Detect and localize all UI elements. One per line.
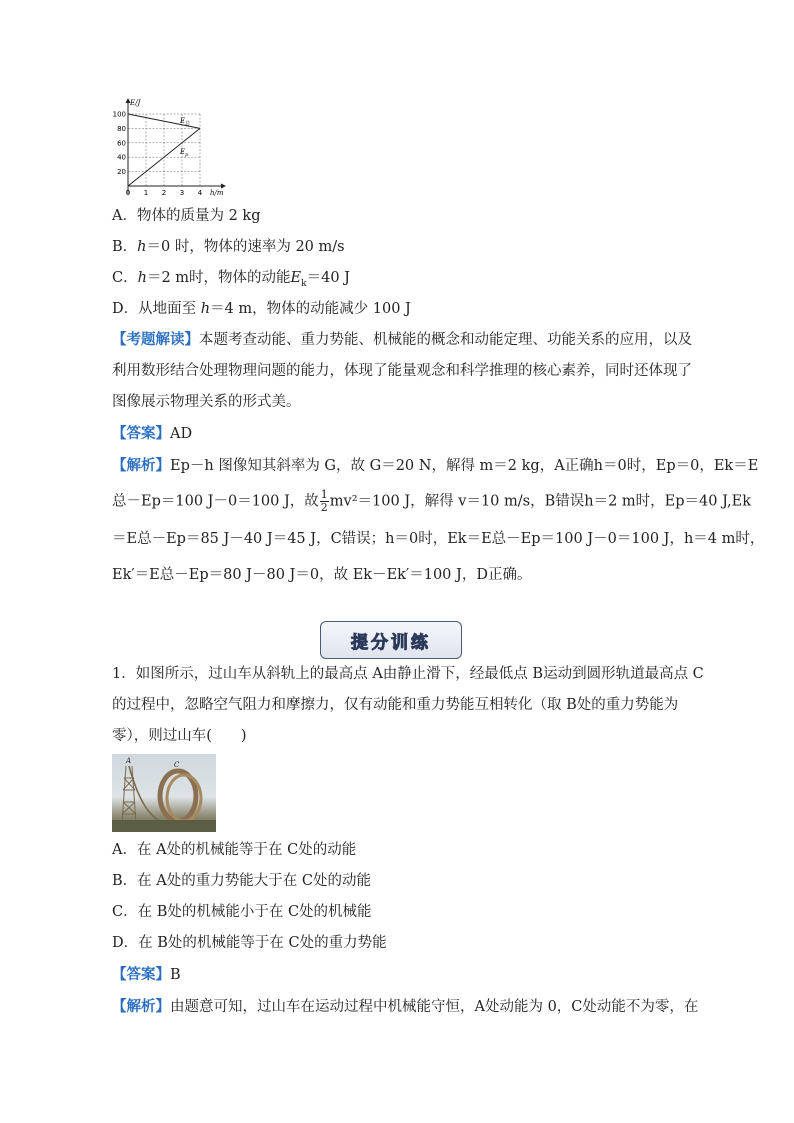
y-tick-labels bbox=[113, 111, 126, 177]
y-tick-label: 40 bbox=[117, 153, 126, 162]
option-a: A．物体的质量为 2 kg bbox=[112, 208, 261, 224]
analysis-line-4: Ek′＝E总－Ep＝80 J－80 J＝0，故 Ek－Ek′＝100 J，D正确。 bbox=[112, 567, 532, 583]
q1-answer-line: 【答案】B bbox=[112, 966, 181, 983]
option-c: C．h＝2 m时，物体的动能$E_k=40$ J bbox=[112, 270, 350, 289]
photo-label-c: C bbox=[174, 761, 180, 769]
roller-coaster-photo bbox=[112, 754, 216, 832]
q1-stem-line-1: 1．如图所示，过山车从斜轨上的最高点 A由静止滑下，经最低点 B运动到圆形轨道最高点 C bbox=[112, 666, 704, 682]
y-tick-label: 20 bbox=[117, 168, 126, 177]
x-tick-label: 2 bbox=[161, 189, 167, 197]
q1-option-d: D．在 B处的机械能等于在 C处的重力势能 bbox=[112, 935, 387, 951]
analysis-line-1: 【解析】Ep－h 图像知其斜率为 G，故 G＝20 N，解得 m＝2 kg，A正确h＝0时，Ep＝0，Ek＝E bbox=[112, 457, 759, 474]
interpretation-line-2: 利用数形结合处理物理问题的能力，体现了能量观念和科学推理的核心素养，同时还体现了 bbox=[112, 363, 692, 379]
option-d: D．从地面至 h＝4 m，物体的动能减少 100 J bbox=[112, 301, 411, 317]
analysis-line-2: 总－Ep＝100 J－0＝100 J，故 $\frac{1}{2}$ mv²＝100 J，解得 v＝10 m/s，B错误h＝2 m时，Ep＝40 J,Ek bbox=[112, 488, 752, 514]
y-axis-label: E/J bbox=[130, 99, 141, 107]
analysis-line-3: ＝E总－Ep＝85 J－40 J＝45 J，C错误；h＝0时，Ek＝E总－Ep＝100 J－0＝100 J，h＝4 m时， bbox=[112, 531, 765, 547]
x-tick-label: 1 bbox=[143, 189, 149, 197]
photo-label-a: A bbox=[126, 757, 132, 765]
energy-height-graph bbox=[112, 98, 232, 202]
q1-option-c: C．在 B处的机械能小于在 C处的机械能 bbox=[112, 904, 372, 920]
x-tick-label: 4 bbox=[197, 189, 203, 197]
x-tick-label: 0 bbox=[125, 189, 131, 197]
y-tick-label: 100 bbox=[112, 110, 126, 119]
q1-stem-line-2: 的过程中，忽略空气阻力和摩擦力，仅有动能和重力势能互相转化（取 B处的重力势能为 bbox=[112, 697, 679, 713]
line-label-ep: $E_p$ bbox=[180, 148, 189, 158]
section-banner: 提分训练 bbox=[320, 621, 462, 659]
fraction-one-half: $\frac{1}{2}$ bbox=[320, 488, 328, 514]
interpretation-line-3: 图像展示物理关系的形式美。 bbox=[112, 394, 301, 410]
y-tick-label: 80 bbox=[117, 124, 126, 133]
answer-line: 【答案】AD bbox=[112, 425, 193, 442]
x-tick-label: 3 bbox=[179, 189, 185, 197]
y-tick-label: 60 bbox=[117, 139, 126, 148]
q1-stem-line-3: 零），则过山车( ) bbox=[112, 728, 247, 744]
line-label-e-total: $E_总$ bbox=[180, 117, 191, 127]
interpretation-line-1: 【考题解读】本题考查动能、重力势能、机械能的概念和动能定理、功能关系的应用，以及 bbox=[112, 331, 692, 348]
option-b: B．h＝0 时，物体的速率为 20 m/s bbox=[112, 239, 345, 255]
q1-option-a: A．在 A处的机械能等于在 C处的动能 bbox=[112, 842, 357, 858]
q1-analysis-line-1: 【解析】由题意可知，过山车在运动过程中机械能守恒，A处动能为 0，C处动能不为零，在 bbox=[112, 998, 699, 1015]
x-axis-arrow bbox=[221, 184, 226, 189]
q1-option-b: B．在 A处的重力势能大于在 C处的动能 bbox=[112, 873, 371, 889]
x-axis-label: h/m bbox=[210, 189, 224, 197]
x-tick-labels bbox=[126, 189, 203, 197]
